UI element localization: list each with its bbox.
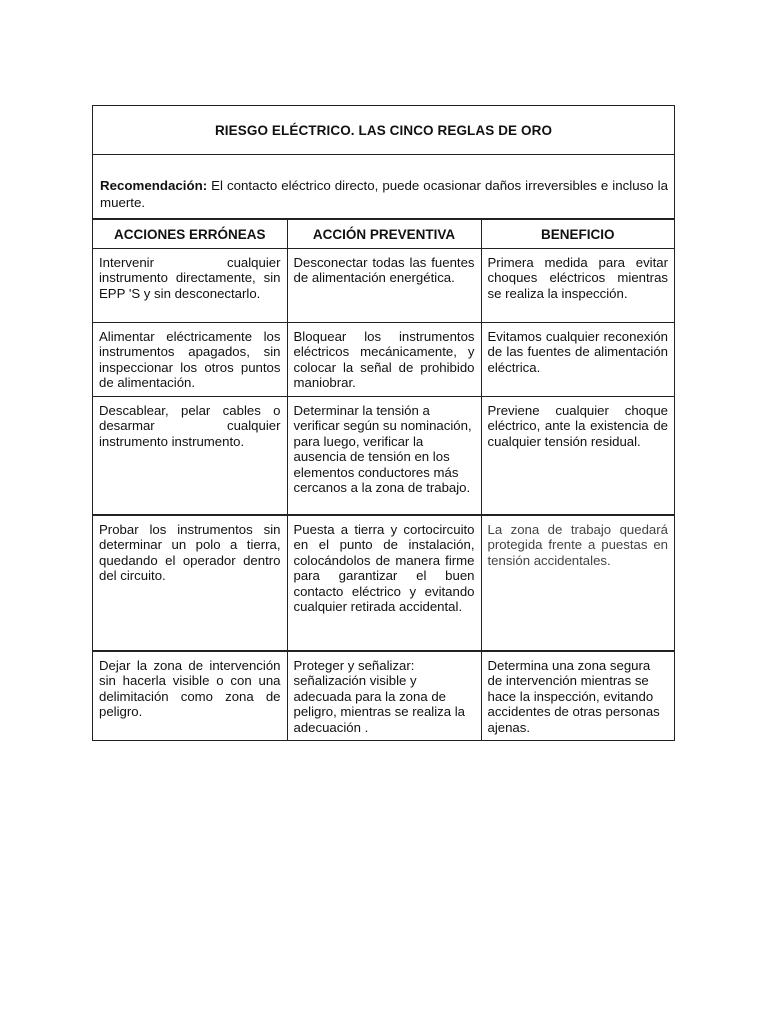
table-header-row xyxy=(93,220,674,249)
table-row xyxy=(93,651,674,740)
rules-table xyxy=(93,220,674,740)
cell-benefit: La zona de trabajo quedará protegida frente a puestas en tensión accidentales. xyxy=(481,515,674,651)
recommendation-label: Recomendación: xyxy=(100,178,208,193)
header-benefit: BENEFICIO xyxy=(481,220,674,249)
cell-erroneous-action: Descablear, pelar cables o desarmar cualquier instrumento instrumento. xyxy=(93,397,287,516)
cell-preventive-action: Proteger y señalizar: señalización visible y adecuada para la zona de peligro, mientras se realiza la adecuación . xyxy=(287,651,481,740)
document-title: RIESGO ELÉCTRICO. LAS CINCO REGLAS DE ORO xyxy=(93,106,674,155)
table-row xyxy=(93,249,674,323)
table-row xyxy=(93,323,674,397)
header-preventive-action: ACCIÓN PREVENTIVA xyxy=(287,220,481,249)
cell-benefit: Previene cualquier choque eléctrico, ante la existencia de cualquier tensión residual. xyxy=(481,397,674,516)
cell-erroneous-action: Probar los instrumentos sin determinar un polo a tierra, quedando el operador dentro del circuito. xyxy=(93,515,287,651)
cell-benefit: Determina una zona segura de intervención mientras se hace la inspección, evitando accidentes de otras personas ajenas. xyxy=(481,651,674,740)
cell-preventive-action: Desconectar todas las fuentes de alimentación energética. xyxy=(287,249,481,323)
cell-erroneous-action: Alimentar eléctricamente los instrumentos apagados, sin inspeccionar los otros puntos de alimentación. xyxy=(93,323,287,397)
cell-preventive-action: Determinar la tensión a verificar según su nominación, para luego, verificar la ausencia de tensión en los elementos conductores más cercanos a la zona de trabajo. xyxy=(287,397,481,516)
recommendation xyxy=(93,155,674,220)
cell-erroneous-action: Intervenir cualquier instrumento directamente, sin EPP 'S y sin desconectarlo. xyxy=(93,249,287,323)
table-row xyxy=(93,515,674,651)
recommendation-text: El contacto eléctrico directo, puede ocasionar daños irreversibles e incluso la muerte. xyxy=(100,178,668,210)
table-row xyxy=(93,397,674,516)
header-erroneous-actions: ACCIONES ERRÓNEAS xyxy=(93,220,287,249)
safety-document xyxy=(92,105,675,741)
cell-benefit: Primera medida para evitar choques eléctricos mientras se realiza la inspección. xyxy=(481,249,674,323)
cell-preventive-action: Puesta a tierra y cortocircuito en el punto de instalación, colocándolos de manera firme para garantizar el buen contacto eléctrico y evitando cualquier retirada accidental. xyxy=(287,515,481,651)
cell-erroneous-action: Dejar la zona de intervención sin hacerla visible o con una delimitación como zona de peligro. xyxy=(93,651,287,740)
cell-benefit: Evitamos cualquier reconexión de las fuentes de alimentación eléctrica. xyxy=(481,323,674,397)
cell-preventive-action: Bloquear los instrumentos eléctricos mecánicamente, y colocar la señal de prohibido maniobrar. xyxy=(287,323,481,397)
